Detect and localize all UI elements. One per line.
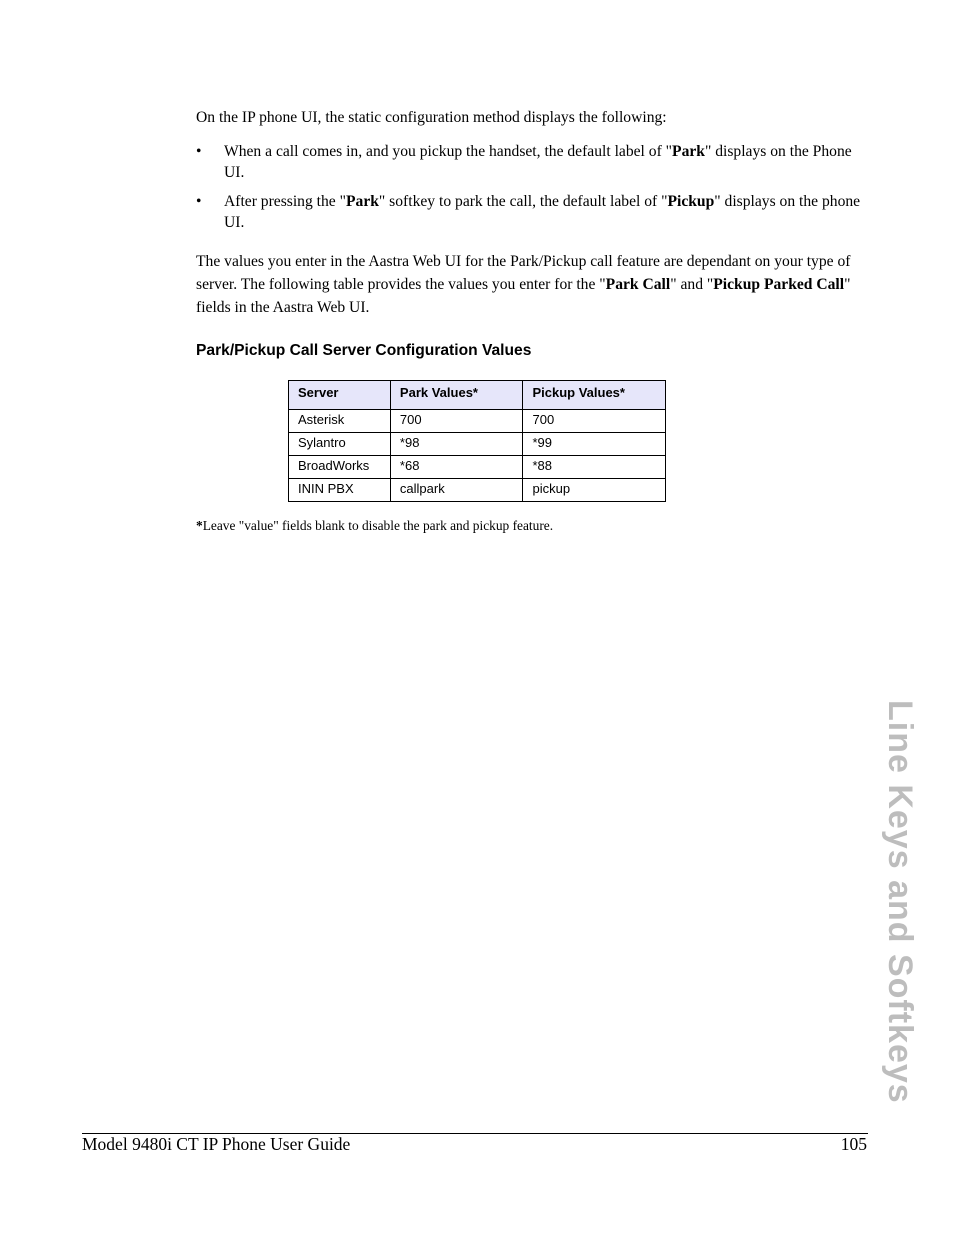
intro-paragraph: On the IP phone UI, the static configuration method displays the following: [196, 109, 667, 126]
bullet-item [196, 141, 868, 183]
cell-pickup-value: *99 [523, 433, 666, 456]
cell-server: Asterisk [289, 410, 391, 433]
bullet-text: When a call comes in, and you pickup the handset, the default label of "Park" displays on the Phone UI. [224, 143, 852, 181]
cell-server: BroadWorks [289, 456, 391, 479]
cell-server: ININ PBX [289, 479, 391, 502]
cell-pickup-value: 700 [523, 410, 666, 433]
server-config-table [288, 380, 666, 502]
cell-pickup-value: *88 [523, 456, 666, 479]
cell-server: Sylantro [289, 433, 391, 456]
chapter-side-tab: Line Keys and Softkeys [881, 700, 919, 1104]
cell-park-value: *68 [390, 456, 523, 479]
cell-park-value: *98 [390, 433, 523, 456]
header-pickup-values: Pickup Values* [523, 381, 666, 410]
footer-guide-title: Model 9480i CT IP Phone User Guide [82, 1134, 351, 1154]
bullet-text: After pressing the "Park" softkey to park the call, the default label of "Pickup" displays on the phone UI. [224, 193, 861, 231]
table-row [289, 456, 666, 479]
bullet-item [196, 191, 868, 233]
table-row [289, 410, 666, 433]
table-row [289, 433, 666, 456]
cell-park-value: callpark [390, 479, 523, 502]
server-values-paragraph: The values you enter in the Aastra Web UI for the Park/Pickup call feature are dependant on your type of server. The following table provides the values you enter for the "Park Call" and "Pickup Parked Call" fields in the Aastra Web UI. [196, 253, 851, 316]
table-header-row [289, 381, 666, 410]
cell-park-value: 700 [390, 410, 523, 433]
table-footnote: *Leave "value" fields blank to disable the park and pickup feature. [196, 518, 554, 533]
page-number: 105 [840, 1134, 867, 1154]
table-row [289, 479, 666, 502]
section-title: Park/Pickup Call Server Configuration Values [196, 342, 532, 359]
bullet-symbol: • [196, 193, 202, 210]
bullet-symbol: • [196, 143, 202, 160]
header-server: Server [289, 381, 391, 410]
header-park-values: Park Values* [390, 381, 523, 410]
cell-pickup-value: pickup [523, 479, 666, 502]
